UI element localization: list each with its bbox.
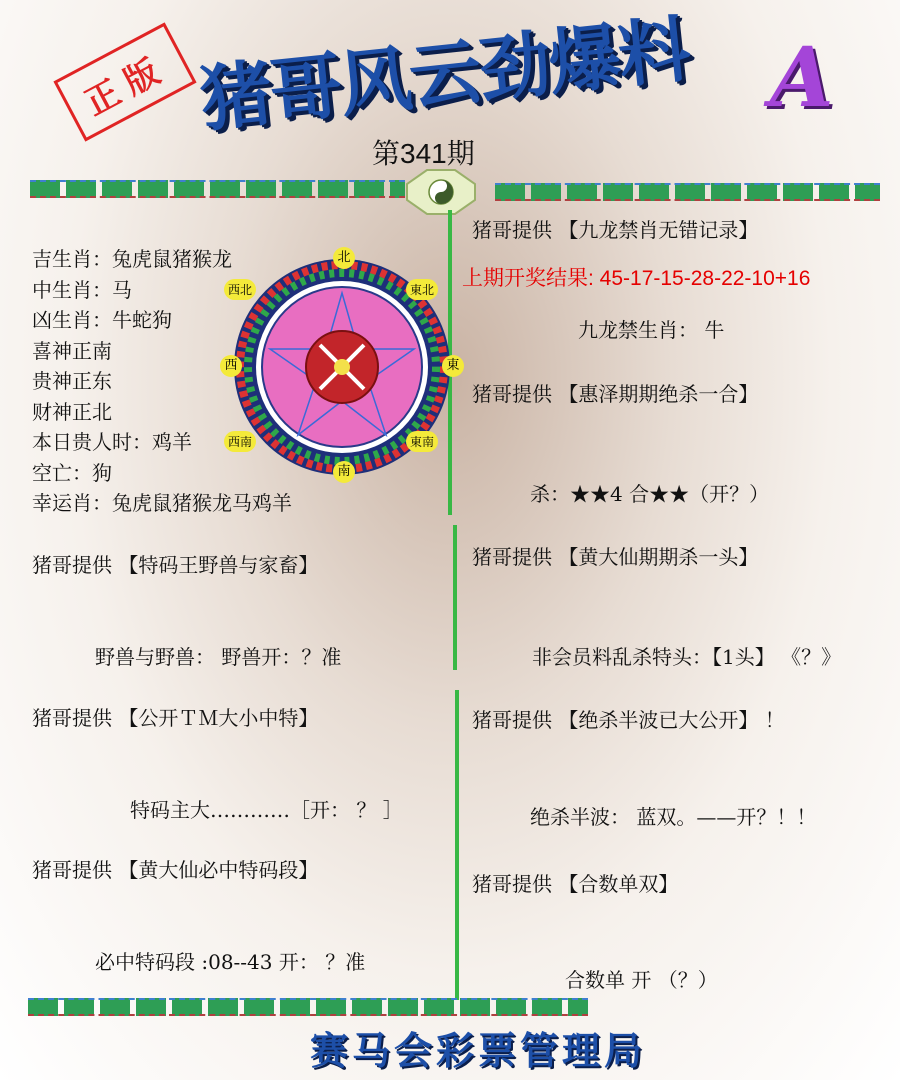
compass-direction-southeast: 東南 — [406, 431, 438, 452]
issue-number: 第341期 — [372, 138, 475, 169]
section-content: 绝杀半波： 蓝双。——开？！！ — [530, 805, 817, 829]
compass-direction-southwest: 西南 — [224, 431, 256, 452]
section-title: 猪哥提供 【特码王野兽与家畜】 — [32, 553, 319, 577]
top-divider-left — [30, 180, 405, 198]
compass-direction-east: 東 — [442, 355, 464, 377]
section-content: 杀：★★4 合★★（开？） — [530, 482, 770, 506]
section-content: 非会员料乱杀特头：【1头】 《？》 — [532, 645, 842, 669]
top-divider-right — [495, 183, 880, 201]
page-title: 猪哥风云劲爆料 — [196, 6, 693, 142]
section-content: 必中特码段 :08--43 开： ？准 — [95, 950, 366, 974]
section-title: 猪哥提供 【绝杀半波已大公开】 ！ — [472, 708, 785, 732]
info-line: 中生肖：马 — [32, 277, 132, 302]
section-content: 九龙禁生肖： 牛 — [578, 318, 725, 342]
compass-direction-northwest: 西北 — [224, 279, 256, 300]
compass-direction-west: 西 — [220, 355, 242, 377]
info-line: 凶生肖：牛蛇狗 — [32, 308, 172, 332]
info-line: 幸运肖：兔虎鼠猪猴龙马鸡羊 — [32, 491, 292, 515]
section-title: 猪哥提供 【黄大仙必中特码段】 — [32, 858, 319, 882]
section-content: 特码主大…………［开： ？ ］ — [130, 798, 403, 822]
section-title: 猪哥提供 【惠泽期期绝杀一合】 — [472, 382, 759, 406]
bagua-emblem-icon — [405, 168, 477, 216]
info-line: 贵神正东 — [32, 369, 112, 393]
column-divider-middle — [453, 525, 457, 670]
section-title: 猪哥提供 【公开ＴＭ大小中特】 — [32, 706, 319, 730]
compass-direction-south: 南 — [333, 461, 355, 483]
bottom-divider — [28, 998, 588, 1016]
edition-letter: A — [770, 30, 834, 126]
section-title: 猪哥提供 【合数单双】 — [472, 872, 679, 896]
section-content: 合数单 开 （？） — [565, 968, 718, 992]
footer-organization: 赛马会彩票管理局 — [310, 1029, 647, 1073]
section-title: 猪哥提供 【九龙禁肖无错记录】 — [472, 218, 759, 242]
compass-direction-northeast: 東北 — [406, 279, 438, 300]
section-title: 猪哥提供 【黄大仙期期杀一头】 — [472, 545, 759, 569]
authentic-stamp: 正版 — [53, 22, 196, 141]
compass-direction-north: 北 — [333, 247, 355, 269]
info-line: 本日贵人时：鸡羊 — [32, 430, 192, 454]
info-line: 财神正北 — [32, 399, 112, 424]
info-line: 吉生肖：兔虎鼠猪猴龙 — [32, 247, 232, 271]
fengshui-compass-icon — [218, 245, 466, 485]
last-draw-result: 上期开奖结果: 45-17-15-28-22-10+16 — [462, 267, 811, 290]
section-content: 野兽与野兽： 野兽开：？准 — [95, 645, 342, 669]
column-divider-bottom — [455, 690, 459, 1000]
info-line: 空亡：狗 — [32, 460, 112, 485]
info-line: 喜神正南 — [32, 338, 112, 363]
